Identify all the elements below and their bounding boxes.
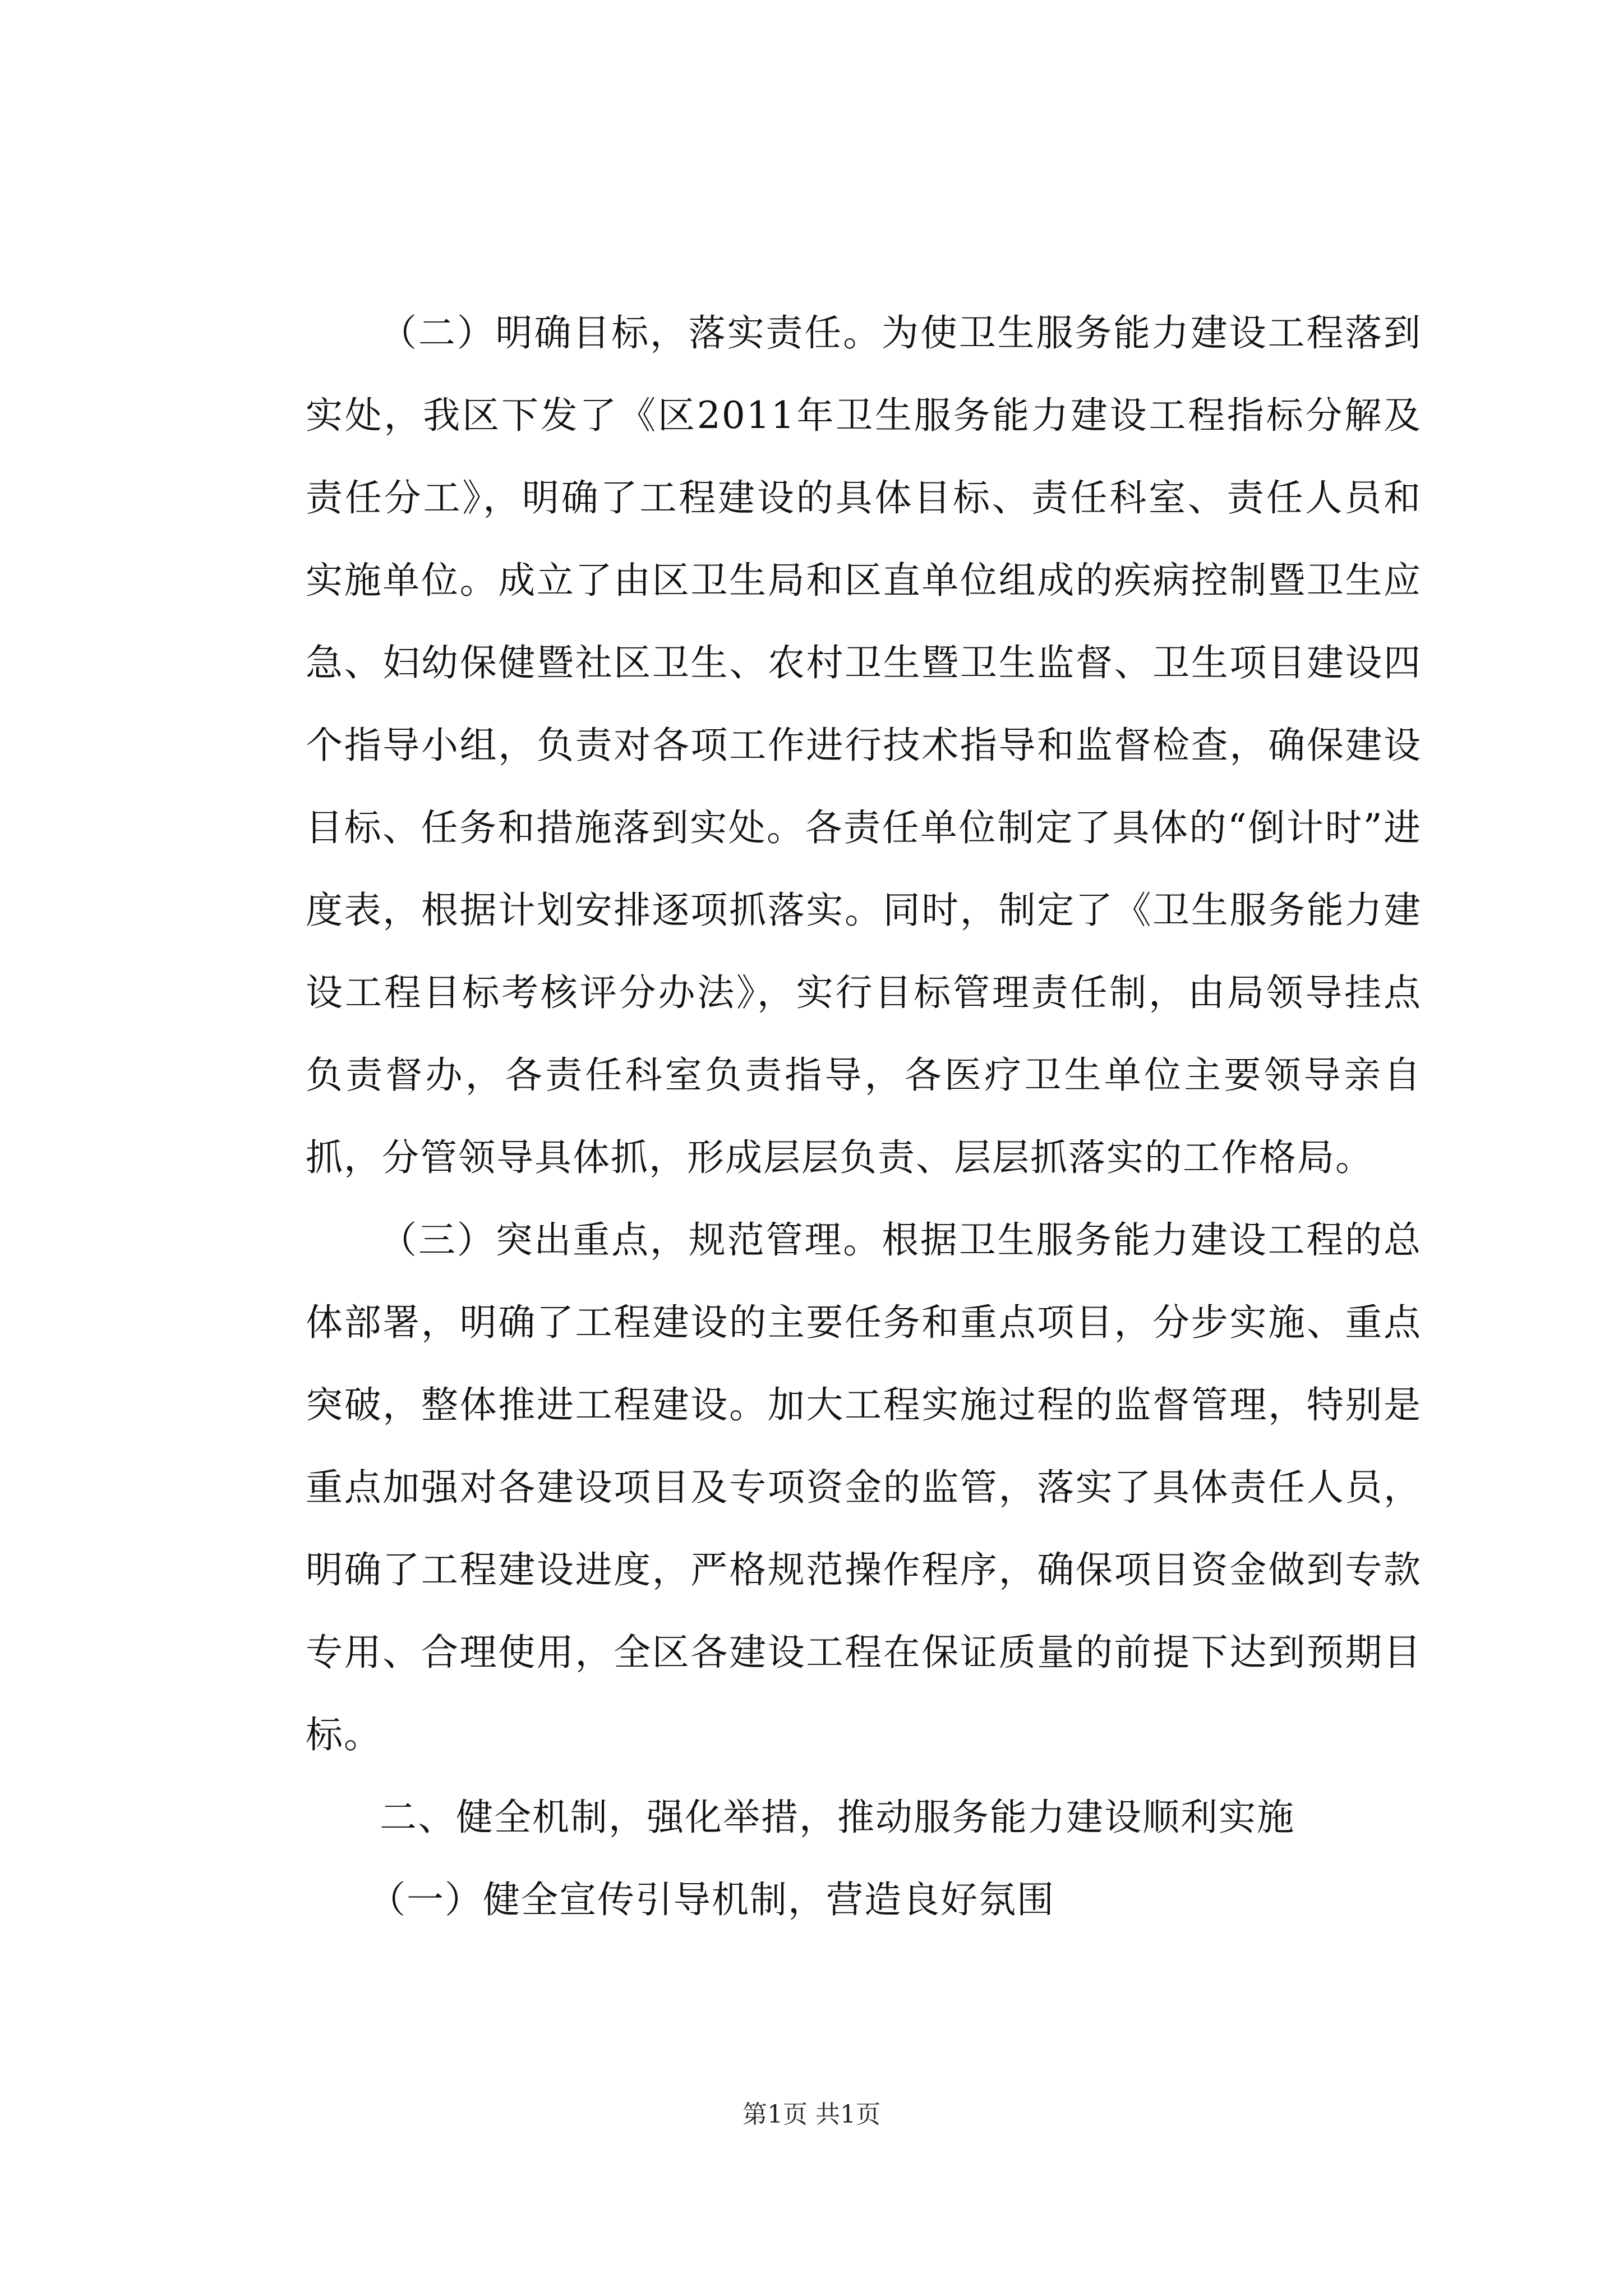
section-heading-text: 二、健全机制，强化举措，推动服务能力建设顺利实施 [380, 1796, 1295, 1839]
subsection-heading [306, 1858, 1422, 1941]
paragraph-highlight-priorities: （三）突出重点，规范管理。根据卫生服务能力建设工程的总体部署，明确了工程建设的主要任务和重点项目，分步实施、重点突破，整体推进工程建设。加大工程实施过程的监督管理，特别是重点加强对各建设项目及专项资金的监管，落实了具体责任人员，明确了工程建设进度，严格规范操作程序，确保项目资金做到专款专用、合理使用，全区各建设工程在保证质量的前提下达到预期目标。 [306, 1218, 1422, 1756]
subsection-heading-text: （一）健全宣传引导机制，营造良好氛围 [368, 1878, 1055, 1921]
paragraph-clarify-goals: （二）明确目标，落实责任。为使卫生服务能力建设工程落到实处，我区下发了《区2011年卫生服务能力建设工程指标分解及责任分工》，明确了工程建设的具体目标、责任科室、责任人员和实施单位。成立了由区卫生局和区直单位组成的疾病控制暨卫生应急、妇幼保健暨社区卫生、农村卫生暨卫生监督、卫生项目建设四个指导小组，负责对各项工作进行技术指导和监督检查，确保建设目标、任务和措施落到实处。各责任单位制定了具体的“倒计时”进度表，根据计划安排逐项抓落实。同时，制定了《卫生服务能力建设工程目标考核评分办法》，实行目标管理责任制，由局领导挂点负责督办，各责任科室负责指导，各医疗卫生单位主要领导亲自抓，分管领导具体抓，形成层层负责、层层抓落实的工作格局。 [306, 311, 1422, 1179]
page-footer [0, 2098, 1623, 2132]
section-heading [306, 1776, 1422, 1858]
page-number-label: 第1页 共1页 [743, 2100, 880, 2129]
document-body [306, 292, 1422, 1941]
